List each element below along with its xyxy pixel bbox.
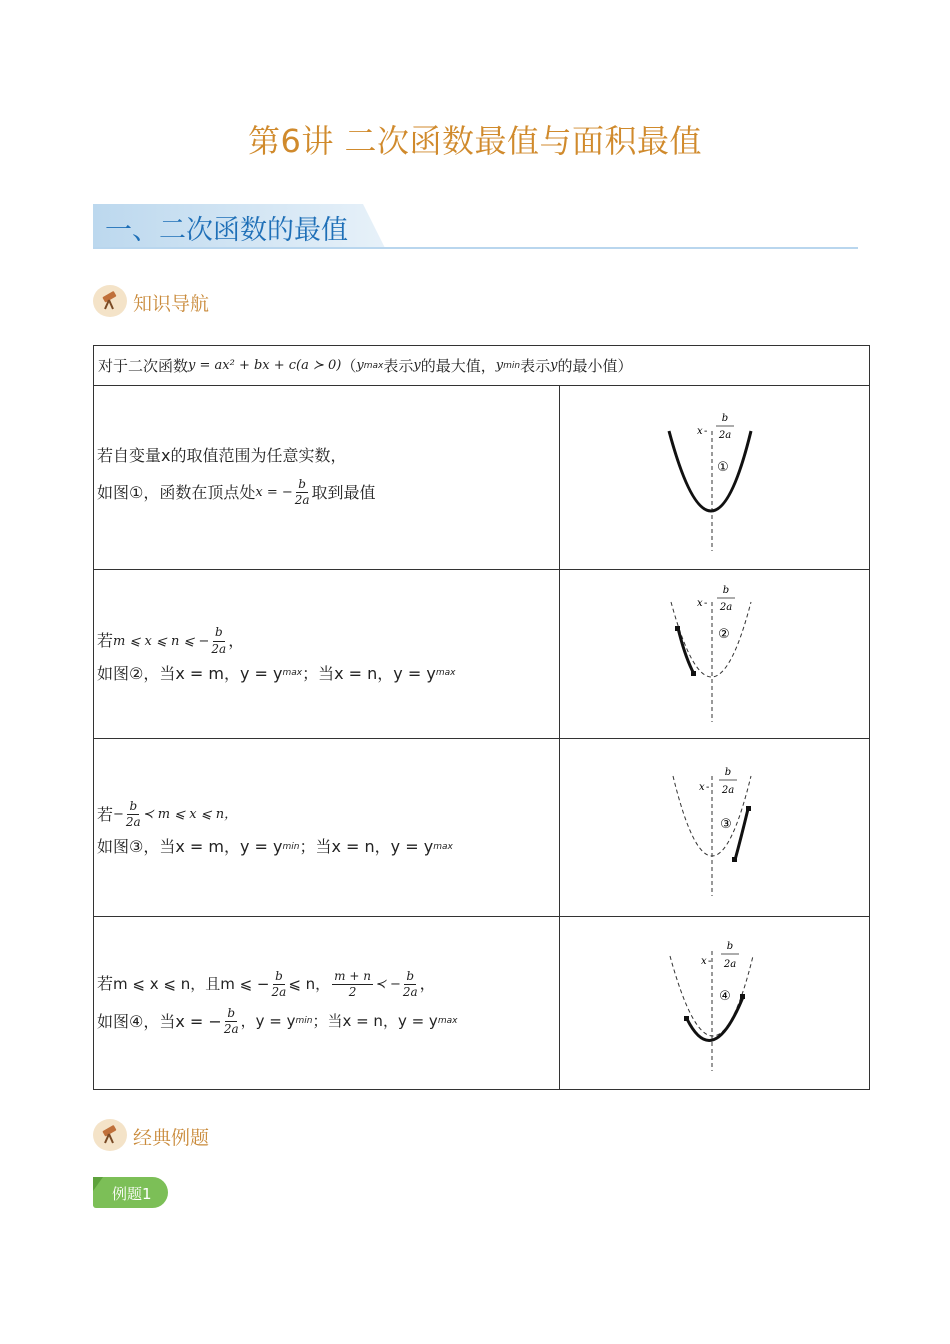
example-1-tag — [93, 1177, 168, 1208]
svg-text:-: - — [705, 781, 709, 793]
case-line: 如图③，当x = m，y = y — [97, 837, 283, 857]
axis-label-num: b — [722, 585, 729, 596]
case-math: ≺ m ⩽ x ⩽ n， — [142, 807, 238, 822]
table-row — [94, 917, 870, 1090]
svg-text:-: - — [707, 956, 711, 967]
fraction: $\frac{b}{2a}$ — [125, 798, 141, 829]
case-line: 取到最值 — [311, 482, 376, 502]
case-line: 如图②，当x = m，y = y — [97, 663, 283, 683]
header-ymax-sub: max — [363, 360, 384, 371]
axis-label-den: 2a — [723, 959, 736, 970]
header-y: y — [413, 358, 421, 373]
sub-max: max — [437, 1016, 458, 1027]
case-line: ；当x = n，y = y — [299, 837, 434, 857]
parabola-figure-2 — [655, 582, 775, 722]
header-paren: （ — [341, 357, 357, 375]
header-text: 表示 — [383, 357, 414, 375]
figure-number-label: ④ — [718, 989, 731, 1004]
fraction: $\frac{b}{2a}$ — [223, 1006, 239, 1037]
figure-cell-4 — [560, 917, 870, 1090]
case-line: 若 — [97, 631, 114, 650]
axis-label-num: b — [726, 941, 733, 952]
sub-max: max — [435, 668, 456, 679]
case-text-2 — [94, 570, 560, 739]
case-line: ， — [419, 974, 436, 994]
table-header-cell — [94, 346, 870, 386]
parabola-figure-3 — [655, 756, 775, 896]
table-row — [94, 386, 870, 570]
axis-label-num: b — [721, 412, 728, 424]
axis-label-x: x — [696, 598, 703, 609]
section-title: 一、二次函数的最值 — [105, 215, 348, 246]
header-text: 表示 — [520, 357, 551, 375]
fraction: $\frac{m + n}{2}$ — [334, 968, 371, 999]
figure-number-label: ③ — [719, 816, 732, 832]
header-ymin-sub: min — [503, 360, 521, 371]
section-header-underline — [93, 247, 858, 249]
case-line: ，y = y — [240, 1012, 296, 1031]
case-text-4 — [94, 917, 560, 1090]
case-math: m ⩽ x ⩽ n，且m ⩽ − — [113, 974, 270, 993]
table-row — [94, 570, 870, 739]
case-math: x = − — [255, 485, 293, 500]
axis-label-x: x — [696, 425, 703, 437]
fraction: $\frac{b}{2a}$ — [271, 968, 287, 999]
axis-label-x: x — [700, 956, 707, 967]
axis-label-den: 2a — [721, 784, 734, 796]
knowledge-nav-label: 知识导航 — [133, 293, 210, 315]
figure-cell-3 — [560, 739, 870, 917]
case-line: 若自变量x的取值范围为任意实数， — [97, 445, 347, 465]
parabola-figure-1 — [655, 401, 775, 551]
case-math: − — [113, 807, 124, 822]
case-math: m ⩽ x ⩽ n ⩽ − — [113, 633, 210, 649]
case-text-3 — [94, 739, 560, 917]
svg-text:-: - — [703, 598, 707, 609]
case-text-1 — [94, 386, 560, 570]
axis-label-x: x — [698, 781, 705, 793]
examples-label: 经典例题 — [133, 1127, 210, 1149]
example-tag-fold — [93, 1177, 103, 1191]
svg-text:-: - — [703, 425, 707, 437]
telescope-icon — [93, 285, 127, 317]
case-line: ；当x = n，y = y — [302, 663, 436, 683]
knowledge-table — [93, 345, 870, 1090]
case-line: 若 — [97, 804, 114, 824]
fraction: $\frac{b}{2a}$ — [294, 476, 310, 507]
axis-label-den: 2a — [718, 429, 731, 441]
case-line: 如图④，当x = − — [97, 1011, 222, 1031]
header-text: 的最大值， — [420, 357, 496, 375]
header-y: y — [550, 358, 558, 373]
figure-number-label: ① — [716, 459, 729, 475]
header-text: 对于二次函数 — [98, 357, 189, 375]
telescope-icon — [93, 1119, 127, 1151]
axis-label-num: b — [724, 766, 731, 778]
parabola-figure-4 — [655, 931, 775, 1071]
fraction: $\frac{b}{2a}$ — [211, 625, 227, 656]
section-header — [93, 202, 858, 252]
example-tag-label: 例题1 — [112, 1185, 152, 1203]
header-text: 的最小值） — [557, 357, 633, 375]
case-math: ≺ − — [374, 976, 401, 992]
case-line: 如图①，函数在顶点处 — [97, 482, 256, 502]
figure-cell-1 — [560, 386, 870, 570]
case-line: ， — [228, 631, 245, 650]
axis-label-den: 2a — [719, 602, 732, 613]
case-line: ；当x = n，y = y — [312, 1012, 438, 1031]
case-line: 若 — [97, 974, 114, 994]
sub-max: max — [433, 841, 453, 852]
header-ymax: y — [356, 358, 364, 373]
sub-min: min — [295, 1016, 313, 1027]
table-row — [94, 739, 870, 917]
sub-min: min — [282, 841, 300, 852]
case-math: ⩽ n， — [288, 974, 331, 993]
header-formula: y = ax² + bx + c(a ≻ 0) — [188, 358, 342, 373]
page-title: 第6讲 二次函数最值与面积最值 — [247, 122, 703, 160]
header-ymin: y — [495, 358, 504, 373]
sub-max: max — [282, 668, 303, 679]
fraction: $\frac{b}{2a}$ — [402, 968, 418, 999]
figure-cell-2 — [560, 570, 870, 739]
figure-number-label: ② — [717, 627, 730, 642]
